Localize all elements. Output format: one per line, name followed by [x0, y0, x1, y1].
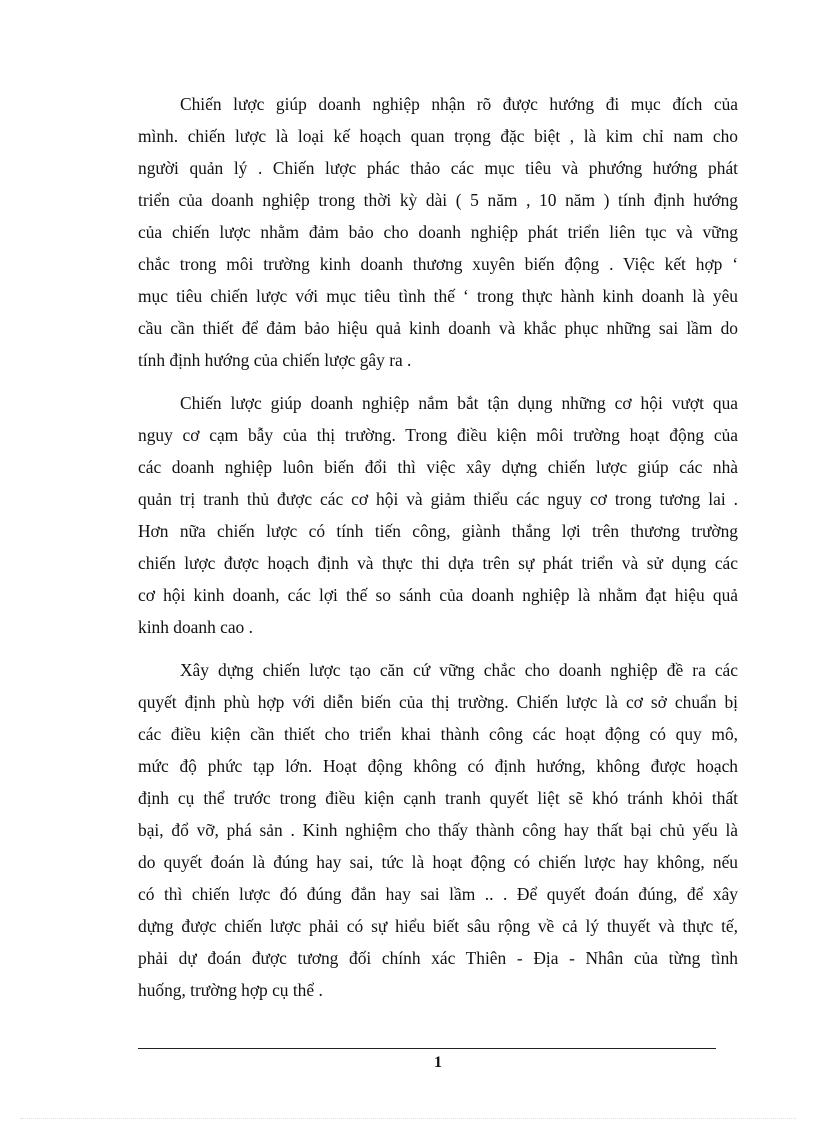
paragraph-line: định cụ thể trước trong điều kiện cạnh tranh quyết liệt sẽ khó tránh khỏi thất: [138, 788, 738, 808]
paragraph-line: triển của doanh nghiệp trong thời kỳ dài ( 5 năm , 10 năm ) tính định hướng: [138, 190, 738, 210]
paragraph-line: quyết định phù hợp với diễn biến của thị trường. Chiến lược là cơ sở chuẩn bị: [138, 692, 738, 712]
paragraph-1: [138, 88, 738, 376]
paragraph-line: phải dự đoán được tương đối chính xác Thiên - Địa - Nhân của từng tình: [138, 948, 738, 968]
paragraph-line: chiến lược được hoạch định và thực thi dựa trên sự phát triển và sử dụng các: [138, 553, 738, 573]
footer-divider: [138, 1048, 716, 1049]
paragraph-line: nguy cơ cạm bẫy của thị trường. Trong điều kiện môi trường hoạt động của: [138, 425, 738, 445]
paragraph-line: của chiến lược nhằm đảm bảo cho doanh nghiệp phát triển liên tục và vững: [138, 222, 738, 242]
paragraph-line: Chiến lược giúp doanh nghiệp nắm bắt tận dụng những cơ hội vượt qua: [180, 393, 738, 413]
paragraph-line: Hơn nữa chiến lược có tính tiến công, giành thắng lợi trên thương trường: [138, 521, 738, 541]
paragraph-line: bại, đổ vỡ, phá sản . Kinh nghiệm cho thấy thành công hay thất bại chủ yếu là: [138, 820, 738, 840]
paragraph-line: quản trị tranh thủ được các cơ hội và giảm thiểu các nguy cơ trong tương lai .: [138, 489, 738, 509]
paragraph-line: tính định hướng của chiến lược gây ra .: [138, 350, 412, 370]
paragraph-line: Xây dựng chiến lược tạo căn cứ vững chắc cho doanh nghiệp đề ra các: [180, 660, 738, 680]
paragraph-line: chắc trong môi trường kinh doanh thương xuyên biến động . Việc kết hợp ‘: [138, 254, 738, 274]
paragraph-line: mình. chiến lược là loại kế hoạch quan trọng đặc biệt , là kim chỉ nam cho: [138, 126, 738, 146]
paragraph-line: Chiến lược giúp doanh nghiệp nhận rõ được hướng đi mục đích của: [180, 94, 738, 114]
page-number: 1: [434, 1054, 442, 1071]
paragraph-line: mục tiêu chiến lược với mục tiêu tình thế ‘ trong thực hành kinh doanh là yêu: [138, 286, 738, 306]
paragraph-line: các doanh nghiệp luôn biến đổi thì việc xây dựng chiến lược giúp các nhà: [138, 457, 738, 477]
paragraph-line: kinh doanh cao .: [138, 617, 253, 637]
paragraph-line: có thì chiến lược đó đúng đắn hay sai lầm .. . Để quyết đoán đúng, để xây: [138, 884, 738, 904]
paragraph-2: [138, 387, 738, 643]
paragraph-line: dựng được chiến lược phải có sự hiểu biết sâu rộng về cả lý thuyết và thực tế,: [138, 916, 738, 936]
paragraph-line: người quản lý . Chiến lược phác thảo các mục tiêu và phướng hướng phát: [138, 158, 738, 178]
paragraph-line: huống, trường hợp cụ thể .: [138, 980, 323, 1000]
page-boundary: [20, 1118, 796, 1119]
document-body: [138, 88, 738, 1017]
paragraph-line: do quyết đoán là đúng hay sai, tức là hoạt động có chiến lược hay không, nếu: [138, 852, 738, 872]
paragraph-line: cầu cần thiết để đảm bảo hiệu quả kinh doanh và khắc phục những sai lầm do: [138, 318, 738, 338]
paragraph-3: [138, 654, 738, 1006]
paragraph-line: cơ hội kinh doanh, các lợi thế so sánh của doanh nghiệp là nhằm đạt hiệu quả: [138, 585, 738, 605]
paragraph-line: các điều kiện cần thiết cho triển khai thành công các hoạt động có quy mô,: [138, 724, 738, 744]
paragraph-line: mức độ phức tạp lớn. Hoạt động không có định hướng, không được hoạch: [138, 756, 738, 776]
